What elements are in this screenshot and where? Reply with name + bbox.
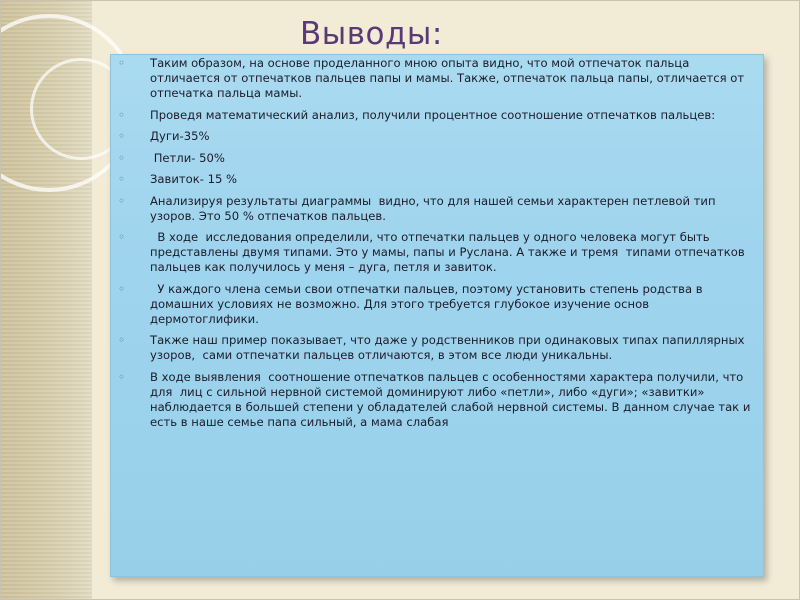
bullet-icon: ◦ bbox=[118, 56, 126, 70]
list-item bbox=[118, 282, 754, 327]
list-item-text: Дуги-35% bbox=[150, 129, 210, 143]
list-item bbox=[118, 108, 754, 123]
list-item-text: У каждого члена семьи свои отпечатки пальцев, поэтому установить степень родства в домашних условиях не возможно. Для этого требуется глубокое изучение основ дермотоглифики. bbox=[150, 281, 707, 326]
bullet-icon: ◦ bbox=[118, 172, 126, 186]
bullet-icon: ◦ bbox=[118, 333, 126, 347]
list-item bbox=[118, 370, 754, 430]
list-item bbox=[118, 230, 754, 275]
list-item bbox=[118, 151, 754, 166]
bullet-icon: ◦ bbox=[118, 193, 126, 208]
bullet-icon: ◦ bbox=[118, 150, 126, 165]
bullet-icon: ◦ bbox=[118, 281, 126, 296]
list-item bbox=[118, 129, 754, 144]
list-item-text: Проведя математический анализ, получили процентное соотношение отпечатков пальцев: bbox=[150, 107, 716, 122]
list-item-text: В ходе исследования определили, что отпечатки пальцев у одного человека могут быть представлены двумя типами. Это у мамы, папы и Руслана. А также и тремя типами отпечатков пальцев как получилось у меня – дуга, петля и завиток. bbox=[150, 230, 749, 274]
list-item bbox=[118, 56, 754, 101]
list-item bbox=[118, 194, 754, 224]
list-item-text: Петли- 50% bbox=[150, 150, 225, 165]
list-item bbox=[118, 172, 754, 187]
conclusions-list bbox=[118, 56, 754, 436]
slide-title: Выводы: bbox=[300, 16, 443, 52]
list-item-text: Также наш пример показывает, что даже у родственников при одинаковых типах папиллярных узоров, сами отпечатки пальцев отличаются, в этом все люди уникальны. bbox=[150, 333, 749, 362]
list-item-text: Таким образом, на основе проделанного мною опыта видно, что мой отпечаток пальца отличается от отпечатков пальцев папы и мамы. Также, отпечаток пальца папы, отличается от отпечатка пальца мамы. bbox=[150, 56, 748, 100]
list-item-text: Завиток- 15 % bbox=[150, 172, 238, 186]
bullet-icon: ◦ bbox=[118, 107, 126, 122]
bullet-icon: ◦ bbox=[118, 230, 126, 244]
list-item-text: Анализируя результаты диаграммы видно, что для нашей семьи характерен петлевой тип узоров. Это 50 % отпечатков пальцев. bbox=[150, 193, 720, 223]
list-item bbox=[118, 333, 754, 363]
bullet-icon: ◦ bbox=[118, 129, 126, 143]
list-item-text: В ходе выявления соотношение отпечатков пальцев с особенностями характера получили, что для лиц с сильной нервной системой доминируют либо «петли», либо «дуги»; «завитки» наблюдается в большей степени у обладателей слабой нервной системы. В данном случае так и есть в наше семье папа сильный, а мама слабая bbox=[150, 369, 755, 429]
bullet-icon: ◦ bbox=[118, 369, 126, 384]
